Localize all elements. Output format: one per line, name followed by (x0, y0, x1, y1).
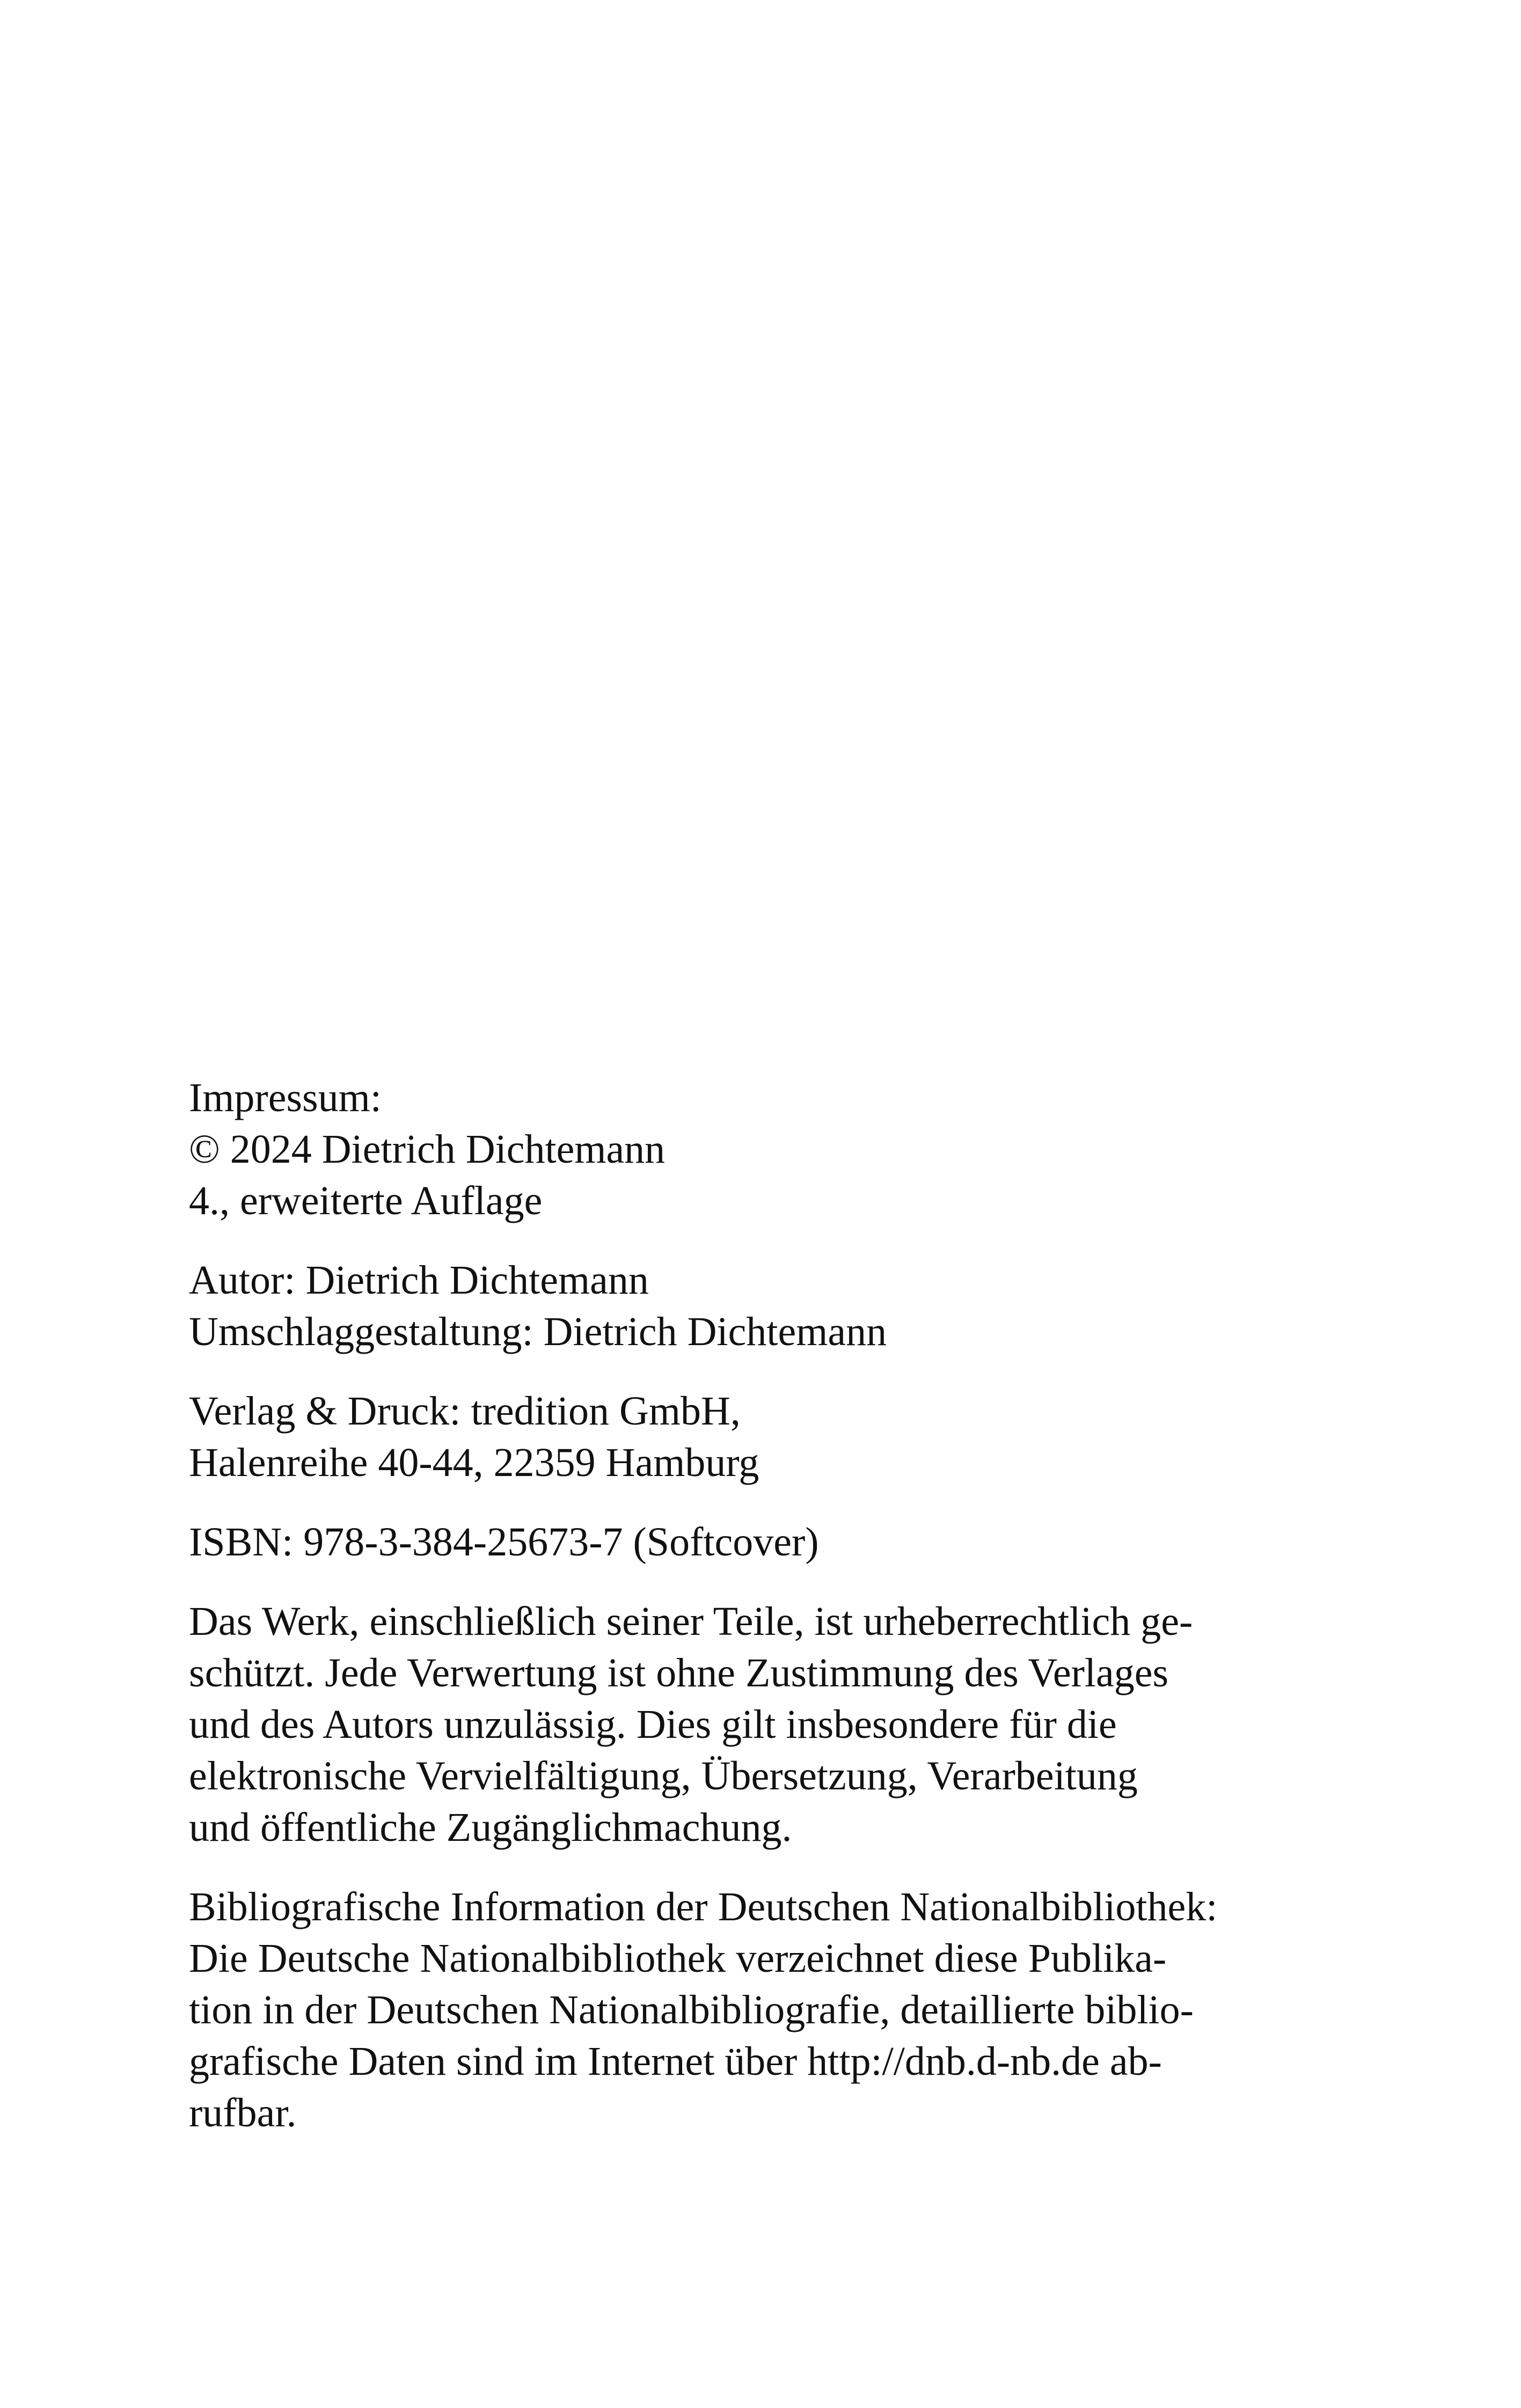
copyright-notice-line: elektronische Vervielfältigung, Übersetzung, Verarbeitung (189, 1753, 1138, 1798)
copyright-notice-block (189, 1596, 1396, 1853)
publisher-address-line: Halenreihe 40-44, 22359 Hamburg (189, 1440, 759, 1485)
copyright-notice-line: Das Werk, einschließlich seiner Teile, ist urheberrechtlich ge- (189, 1599, 1193, 1644)
copyright-line: © 2024 Dietrich Dichtemann (189, 1127, 666, 1172)
bibliographic-info-line: rufbar. (189, 2090, 297, 2135)
copyright-notice-line: und öffentliche Zugänglichmachung. (189, 1805, 792, 1850)
copyright-notice-line: und des Autors unzulässig. Dies gilt insbesondere für die (189, 1702, 1117, 1747)
isbn-line: ISBN: 978-3-384-25673-7 (Softcover) (189, 1519, 819, 1565)
imprint-section (189, 1072, 1396, 2167)
bibliographic-info-line: grafische Daten sind im Internet über http://dnb.d-nb.de ab- (189, 2039, 1162, 2084)
author-block (189, 1254, 1396, 1357)
bibliographic-info-block (189, 1881, 1396, 2139)
author-line: Autor: Dietrich Dichtemann (189, 1258, 649, 1303)
copyright-notice-line: schützt. Jede Verwertung ist ohne Zustimmung des Verlages (189, 1650, 1169, 1695)
edition-line: 4., erweiterte Auflage (189, 1178, 543, 1223)
imprint-heading-block (189, 1072, 1396, 1227)
publisher-block (189, 1385, 1396, 1488)
imprint-heading: Impressum: (189, 1075, 382, 1120)
bibliographic-info-line: tion in der Deutschen Nationalbibliografie, detaillierte biblio- (189, 1987, 1194, 2032)
bibliographic-info-line: Die Deutsche Nationalbibliothek verzeichnet diese Publika- (189, 1936, 1167, 1981)
bibliographic-info-line: Bibliografische Information der Deutschen Nationalbibliothek: (189, 1884, 1218, 1929)
isbn-block (189, 1516, 1396, 1568)
cover-design-line: Umschlaggestaltung: Dietrich Dichtemann (189, 1309, 887, 1354)
publisher-line: Verlag & Druck: tredition GmbH, (189, 1389, 741, 1434)
